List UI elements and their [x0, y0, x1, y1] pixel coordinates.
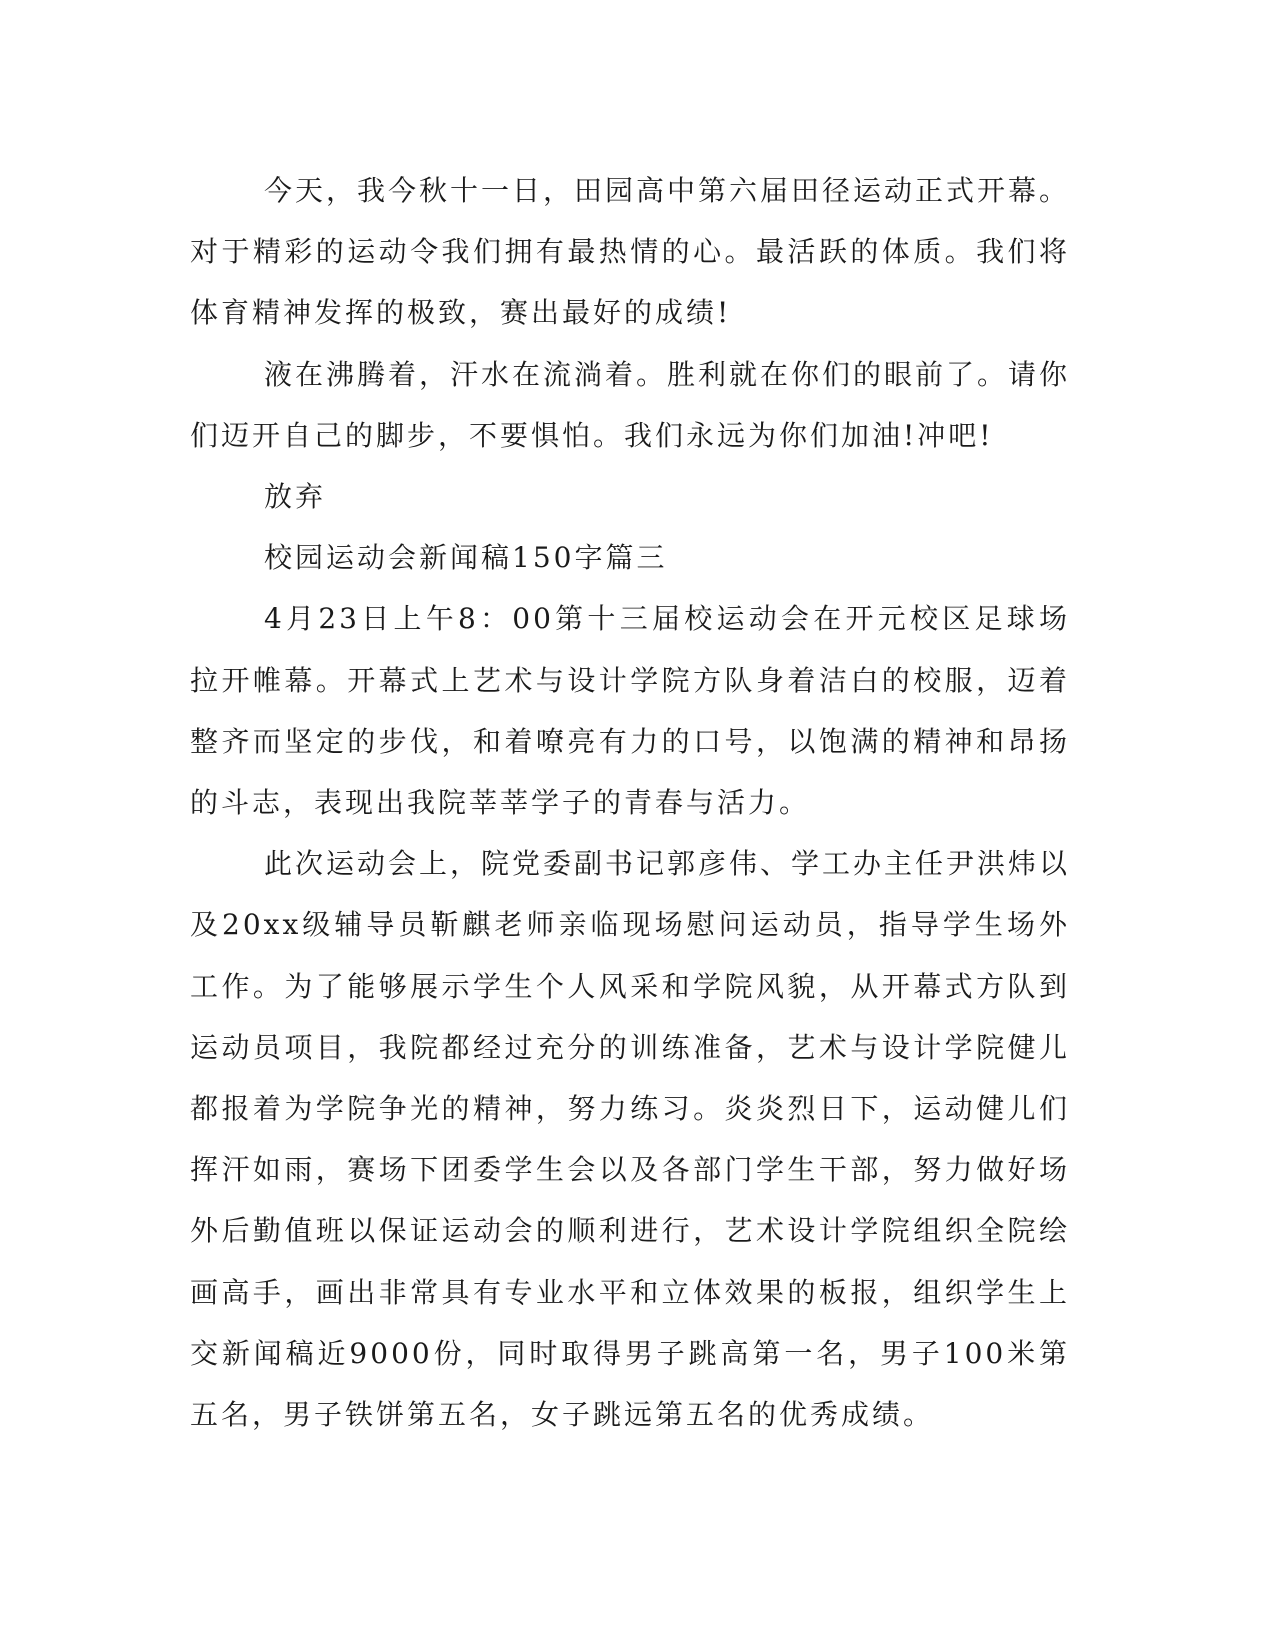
document-body: [190, 160, 1070, 1445]
paragraph-results: 此次运动会上，院党委副书记郭彦伟、学工办主任尹洪炜以及20xx级辅导员靳麒老师亲临现场慰问运动员，指导学生场外工作。为了能够展示学生个人风采和学院风貌，从开幕式方队到运动员项目，我院都经过充分的训练准备，艺术与设计学院健儿都报着为学院争光的精神，努力练习。炎炎烈日下，运动健儿们挥汗如雨，赛场下团委学生会以及各部门学生干部，努力做好场外后勤值班以保证运动会的顺利进行，艺术设计学院组织全院绘画高手，画出非常具有专业水平和立体效果的板报，组织学生上交新闻稿近9000份，同时取得男子跳高第一名，男子100米第五名，男子铁饼第五名，女子跳远第五名的优秀成绩。: [190, 847, 1071, 1432]
paragraph-give-up: 放弃: [264, 480, 327, 514]
paragraph-opening-ceremony: 4月23日上午8：00第十三届校运动会在开元校区足球场拉开帷幕。开幕式上艺术与设计学院方队身着洁白的校服，迈着整齐而坚定的步伐，和着嘹亮有力的口号，以饱满的精神和昂扬的斗志，表现出我院莘莘学子的青春与活力。: [190, 602, 1070, 820]
paragraph-cheer: 液在沸腾着，汗水在流淌着。胜利就在你们的眼前了。请你们迈开自己的脚步，不要惧怕。我们永远为你们加油!冲吧!: [190, 357, 1071, 452]
section-heading: 校园运动会新闻稿150字篇三: [264, 541, 668, 575]
paragraph-opening: 今天，我今秋十一日，田园高中第六届田径运动正式开幕。对于精彩的运动令我们拥有最热情的心。最活跃的体质。我们将体育精神发挥的极致，赛出最好的成绩!: [190, 174, 1071, 330]
